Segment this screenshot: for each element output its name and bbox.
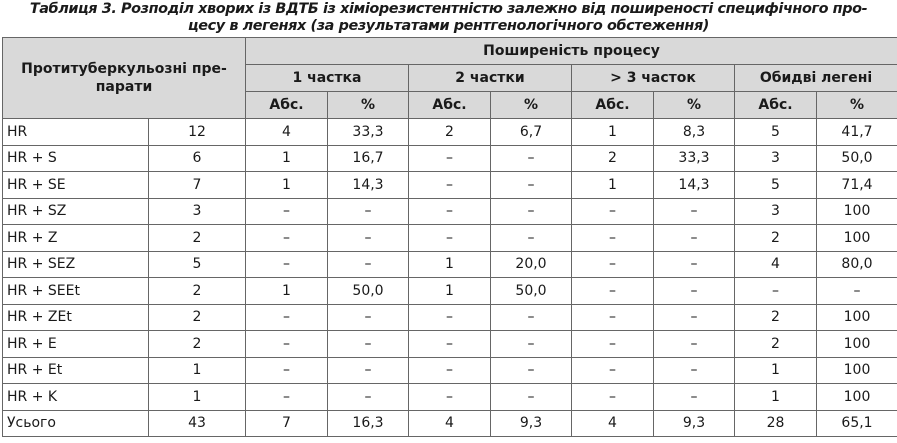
header-group-1: 1 частка xyxy=(246,65,409,92)
row-drug-name: HR + Z xyxy=(3,225,149,252)
header-abs: Абс. xyxy=(572,92,654,119)
row-total-count: 3 xyxy=(149,198,246,225)
row-drug-name: HR + E xyxy=(3,331,149,358)
table-row xyxy=(3,172,897,199)
table-cell: – xyxy=(409,357,491,384)
caption-line-1: Таблиця 3. Розподіл хворих із ВДТБ із хіміорезистентністю залежно від поширеності специфічного про- xyxy=(29,1,868,17)
table-cell: – xyxy=(491,304,572,331)
table-cell: – xyxy=(572,357,654,384)
table-cell: 2 xyxy=(735,331,817,358)
table-cell: – xyxy=(491,172,572,199)
header-abs: Абс. xyxy=(246,92,328,119)
table-caption xyxy=(0,0,897,37)
table-cell: – xyxy=(572,198,654,225)
table-cell: – xyxy=(572,384,654,411)
table-row xyxy=(3,198,897,225)
table-cell: – xyxy=(246,384,328,411)
table-cell: – xyxy=(735,278,817,305)
table-cell: 50,0 xyxy=(491,278,572,305)
table-row xyxy=(3,331,897,358)
table-cell: 9,3 xyxy=(491,410,572,437)
table-cell: – xyxy=(409,225,491,252)
table-row xyxy=(3,410,897,437)
header-drugs: Протитуберкульозні пре- парати xyxy=(3,38,246,119)
table-row xyxy=(3,357,897,384)
table-cell: – xyxy=(409,384,491,411)
header-pct: % xyxy=(817,92,897,119)
table-cell: 100 xyxy=(817,304,897,331)
table-row xyxy=(3,145,897,172)
header-spread: Поширеність процесу xyxy=(246,38,897,65)
table-cell: – xyxy=(572,304,654,331)
table-cell: 6,7 xyxy=(491,119,572,146)
row-drug-name: HR + SZ xyxy=(3,198,149,225)
row-drug-name: HR + SEEt xyxy=(3,278,149,305)
table-cell: – xyxy=(654,384,735,411)
table-cell: – xyxy=(572,278,654,305)
table-row xyxy=(3,225,897,252)
header-group-2: 2 частки xyxy=(409,65,572,92)
table-row xyxy=(3,251,897,278)
table-cell: – xyxy=(491,384,572,411)
table-cell: 14,3 xyxy=(328,172,409,199)
table-cell: – xyxy=(654,225,735,252)
table-cell: 4 xyxy=(735,251,817,278)
row-drug-name: HR + ZEt xyxy=(3,304,149,331)
table-cell: 1 xyxy=(246,145,328,172)
table-cell: – xyxy=(246,251,328,278)
table-cell: 50,0 xyxy=(328,278,409,305)
table-row xyxy=(3,304,897,331)
table-cell: – xyxy=(246,331,328,358)
table-cell: 1 xyxy=(735,384,817,411)
table-cell: 2 xyxy=(735,304,817,331)
table-cell: 4 xyxy=(572,410,654,437)
table-cell: 41,7 xyxy=(817,119,897,146)
row-total-count: 7 xyxy=(149,172,246,199)
row-total-count: 1 xyxy=(149,384,246,411)
row-total-count: 6 xyxy=(149,145,246,172)
row-drug-name: HR + SE xyxy=(3,172,149,199)
row-total-count: 2 xyxy=(149,331,246,358)
table-cell: – xyxy=(572,251,654,278)
row-drug-name: HR + SEZ xyxy=(3,251,149,278)
table-cell: 20,0 xyxy=(491,251,572,278)
table-cell: 1 xyxy=(572,119,654,146)
row-drug-name: HR xyxy=(3,119,149,146)
table-cell: – xyxy=(328,225,409,252)
row-total-count: 1 xyxy=(149,357,246,384)
row-drug-name: HR + K xyxy=(3,384,149,411)
table-cell: 1 xyxy=(246,278,328,305)
table-cell: 100 xyxy=(817,225,897,252)
row-total-count: 43 xyxy=(149,410,246,437)
table-cell: – xyxy=(491,225,572,252)
table-cell: – xyxy=(409,172,491,199)
table-cell: – xyxy=(491,357,572,384)
table-cell: – xyxy=(654,331,735,358)
table-cell: – xyxy=(572,331,654,358)
caption-line-2: цесу в легенях (за результатами рентгенологічного обстеження) xyxy=(188,17,709,34)
table-cell: 1 xyxy=(409,251,491,278)
table-cell: 1 xyxy=(409,278,491,305)
header-pct: % xyxy=(654,92,735,119)
table-cell: 50,0 xyxy=(817,145,897,172)
table-cell: – xyxy=(246,304,328,331)
table-cell: 3 xyxy=(735,145,817,172)
table-cell: – xyxy=(328,198,409,225)
table-cell: 100 xyxy=(817,331,897,358)
table-cell: – xyxy=(409,304,491,331)
row-total-count: 5 xyxy=(149,251,246,278)
table-cell: 33,3 xyxy=(328,119,409,146)
table-cell: 4 xyxy=(246,119,328,146)
row-drug-name: HR + Et xyxy=(3,357,149,384)
table-cell: – xyxy=(817,278,897,305)
table-cell: – xyxy=(654,278,735,305)
table-cell: 1 xyxy=(246,172,328,199)
table-cell: – xyxy=(246,357,328,384)
table-cell: 5 xyxy=(735,172,817,199)
table-cell: – xyxy=(491,145,572,172)
row-total-count: 2 xyxy=(149,278,246,305)
table-cell: 80,0 xyxy=(817,251,897,278)
table-cell: 1 xyxy=(735,357,817,384)
row-total-count: 2 xyxy=(149,304,246,331)
header-abs: Абс. xyxy=(409,92,491,119)
header-group-3: > 3 часток xyxy=(572,65,735,92)
table-cell: – xyxy=(654,251,735,278)
table-cell: 14,3 xyxy=(654,172,735,199)
table-cell: – xyxy=(491,198,572,225)
row-drug-name: Усього xyxy=(3,410,149,437)
table-cell: – xyxy=(328,331,409,358)
data-table xyxy=(2,37,897,437)
header-group-4: Обидві легені xyxy=(735,65,897,92)
table-cell: – xyxy=(409,145,491,172)
table-cell: – xyxy=(572,225,654,252)
table-cell: – xyxy=(328,304,409,331)
table-cell: 33,3 xyxy=(654,145,735,172)
table-cell: 16,7 xyxy=(328,145,409,172)
table-cell: 16,3 xyxy=(328,410,409,437)
table-cell: 71,4 xyxy=(817,172,897,199)
table-cell: 100 xyxy=(817,357,897,384)
table-row xyxy=(3,119,897,146)
row-total-count: 12 xyxy=(149,119,246,146)
table-cell: – xyxy=(654,304,735,331)
row-drug-name: HR + S xyxy=(3,145,149,172)
table-cell: 3 xyxy=(735,198,817,225)
table-cell: 2 xyxy=(409,119,491,146)
table-cell: – xyxy=(409,331,491,358)
table-cell: – xyxy=(328,357,409,384)
header-pct: % xyxy=(328,92,409,119)
header-abs: Абс. xyxy=(735,92,817,119)
table-cell: – xyxy=(246,198,328,225)
table-cell: 65,1 xyxy=(817,410,897,437)
header-pct: % xyxy=(491,92,572,119)
table-cell: 2 xyxy=(572,145,654,172)
table-cell: – xyxy=(654,357,735,384)
table-cell: 100 xyxy=(817,198,897,225)
table-cell: 28 xyxy=(735,410,817,437)
table-cell: – xyxy=(246,225,328,252)
table-cell: – xyxy=(654,198,735,225)
table-body xyxy=(3,119,897,437)
table-cell: 100 xyxy=(817,384,897,411)
table-cell: 2 xyxy=(735,225,817,252)
table-cell: 5 xyxy=(735,119,817,146)
table-cell: 8,3 xyxy=(654,119,735,146)
table-cell: 1 xyxy=(572,172,654,199)
table-cell: 7 xyxy=(246,410,328,437)
table-cell: – xyxy=(328,251,409,278)
table-cell: – xyxy=(491,331,572,358)
table-cell: 9,3 xyxy=(654,410,735,437)
table-cell: 4 xyxy=(409,410,491,437)
table-cell: – xyxy=(328,384,409,411)
table-row xyxy=(3,384,897,411)
row-total-count: 2 xyxy=(149,225,246,252)
table-cell: – xyxy=(409,198,491,225)
table-row xyxy=(3,278,897,305)
